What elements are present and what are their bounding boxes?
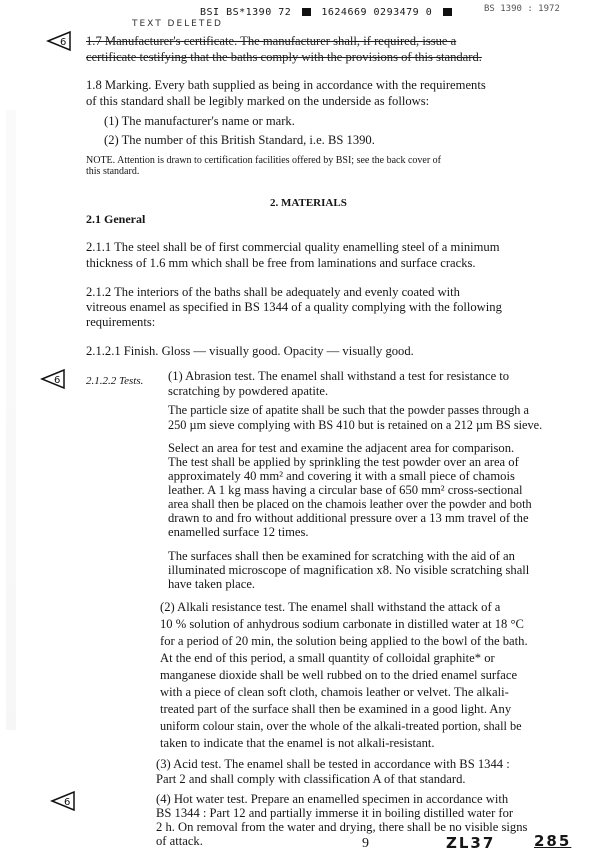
para-2-1-1-line-1: 2.1.1 The steel shall be of first commercial quality enamelling steel of a minimum bbox=[86, 240, 500, 254]
subsection-2-1-general: 2.1 General bbox=[86, 212, 146, 226]
abrasion-test-line-7: approximately 40 mm² and covering it with a small piece of chamois bbox=[168, 469, 515, 483]
sec-1-8-item-1: (1) The manufacturer's name or mark. bbox=[104, 114, 295, 128]
alkali-test-line-5: manganese dioxide shall be well rubbed on to the dried enamel surface bbox=[160, 668, 518, 682]
alkali-test-line-3: for a period of 20 min, the solution being applied to the bowl of the bath. bbox=[160, 634, 528, 648]
scan-margin-shadow bbox=[6, 110, 16, 730]
amendment-triangle-icon bbox=[50, 790, 76, 812]
abrasion-test-line-5: Select an area for test and examine the adjacent area for comparison. bbox=[168, 441, 515, 455]
acid-test-line-1: (3) Acid test. The enamel shall be tested in accordance with BS 1344 : bbox=[156, 757, 510, 771]
handwritten-number: 285 bbox=[534, 832, 572, 850]
sec-1-7-line-2: certificate testifying that the baths comply with the provisions of this standard. bbox=[86, 50, 482, 64]
hot-water-test-line-1: (4) Hot water test. Prepare an enamelled specimen in accordance with bbox=[156, 792, 509, 806]
abrasion-test-line-10: drawn to and fro without additional pressure over a 13 mm travel of the bbox=[168, 511, 529, 525]
sec-1-7-line-1: 1.7 Manufacturer's certificate. The manufacturer shall, if required, issue a bbox=[86, 34, 457, 48]
header-barcode-block bbox=[302, 8, 311, 16]
note-line-1: NOTE. Attention is drawn to certification facilities offered by BSI; see the back cover of bbox=[86, 155, 441, 166]
acid-test-line-2: Part 2 and shall comply with classification A of that standard. bbox=[156, 772, 466, 786]
para-2-1-2-line-2: vitreous enamel as specified in BS 1344 of a quality complying with the following bbox=[86, 300, 502, 314]
abrasion-test-line-3: The particle size of apatite shall be such that the powder passes through a bbox=[168, 403, 529, 417]
hot-water-test-line-3: 2 h. On removal from the water and drying, there shall be no visible signs bbox=[156, 820, 528, 834]
abrasion-test-line-4: 250 µm sieve complying with BS 410 but is retained on a 212 µm BS sieve. bbox=[168, 418, 543, 432]
hot-water-test-line-4: of attack. bbox=[156, 834, 203, 848]
page-number: 9 bbox=[362, 836, 369, 851]
abrasion-test-line-9: area shall then be placed on the chamois leather over the powder and both bbox=[168, 497, 532, 511]
header-code-right: BS 1390 : 1972 bbox=[484, 4, 560, 14]
alkali-test-line-9: taken to indicate that the enamel is not alkali-resistant. bbox=[160, 736, 435, 750]
header-code-mid: 1624669 0293479 0 bbox=[321, 7, 433, 18]
hot-water-test-line-2: BS 1344 : Part 12 and partially immerse it in boiling distilled water for bbox=[156, 806, 514, 820]
header-barcode-block bbox=[443, 8, 452, 16]
amendment-triangle-icon bbox=[46, 30, 72, 52]
abrasion-test-line-1: (1) Abrasion test. The enamel shall withstand a test for resistance to bbox=[168, 369, 510, 383]
svg-text:6: 6 bbox=[54, 375, 61, 386]
alkali-test-line-7: treated part of the surface shall then be examined in a good light. Any bbox=[160, 702, 512, 716]
para-2-1-2-2-label: 2.1.2.2 Tests. bbox=[86, 375, 144, 387]
section-title-materials: 2. MATERIALS bbox=[270, 197, 347, 209]
svg-text:6: 6 bbox=[64, 797, 71, 808]
alkali-test-line-6: with a piece of clean soft cloth, chamois leather or velvet. The alkali- bbox=[160, 685, 509, 699]
alkali-test-line-2: 10 % solution of anhydrous sodium carbonate in distilled water at 18 °C bbox=[160, 617, 524, 631]
alkali-test-line-1: (2) Alkali resistance test. The enamel shall withstand the attack of a bbox=[160, 600, 501, 614]
abrasion-test-line-6: The test shall be applied by sprinkling the test powder over an area of bbox=[168, 455, 519, 469]
para-2-1-1-line-2: thickness of 1.6 mm which shall be free from laminations and surface cracks. bbox=[86, 256, 476, 270]
document-code-header bbox=[200, 7, 456, 18]
abrasion-test-line-14: have taken place. bbox=[168, 577, 256, 591]
alkali-test-line-8: uniform colour stain, over the whole of the alkali-treated portion, shall be bbox=[160, 719, 522, 733]
svg-text:6: 6 bbox=[60, 37, 67, 48]
para-2-1-2-line-3: requirements: bbox=[86, 315, 156, 329]
amendment-triangle-icon bbox=[40, 368, 66, 390]
abrasion-test-line-11: enamelled surface 12 times. bbox=[168, 525, 309, 539]
para-2-1-2-line-1: 2.1.2 The interiors of the baths shall be adequately and evenly coated with bbox=[86, 285, 460, 299]
sec-1-8-item-2: (2) The number of this British Standard, i.e. BS 1390. bbox=[104, 133, 375, 147]
note-line-2: this standard. bbox=[86, 166, 140, 177]
abrasion-test-line-12: The surfaces shall then be examined for scratching with the aid of an bbox=[168, 549, 515, 563]
para-2-1-2-1-finish: 2.1.2.1 Finish. Gloss — visually good. Opacity — visually good. bbox=[86, 344, 414, 358]
sec-1-8-intro-line-2: of this standard shall be legibly marked on the underside as follows: bbox=[86, 94, 430, 108]
sec-1-8-intro-line-1: 1.8 Marking. Every bath supplied as being in accordance with the requirements bbox=[86, 78, 486, 92]
header-code-left: BSI BS*1390 72 bbox=[200, 7, 292, 18]
handwritten-annotation: TEXT DELETED bbox=[132, 19, 223, 29]
abrasion-test-line-13: illuminated microscope of magnification x8. No visible scratching shall bbox=[168, 563, 530, 577]
abrasion-test-line-8: leather. A 1 kg mass having a circular base of 650 mm² cross-sectional bbox=[168, 483, 523, 497]
alkali-test-line-4: At the end of this period, a small quantity of colloidal graphite* or bbox=[160, 651, 495, 665]
handwritten-code: ZL37 bbox=[446, 834, 496, 852]
abrasion-test-line-2: scratching by powdered apatite. bbox=[168, 384, 329, 398]
